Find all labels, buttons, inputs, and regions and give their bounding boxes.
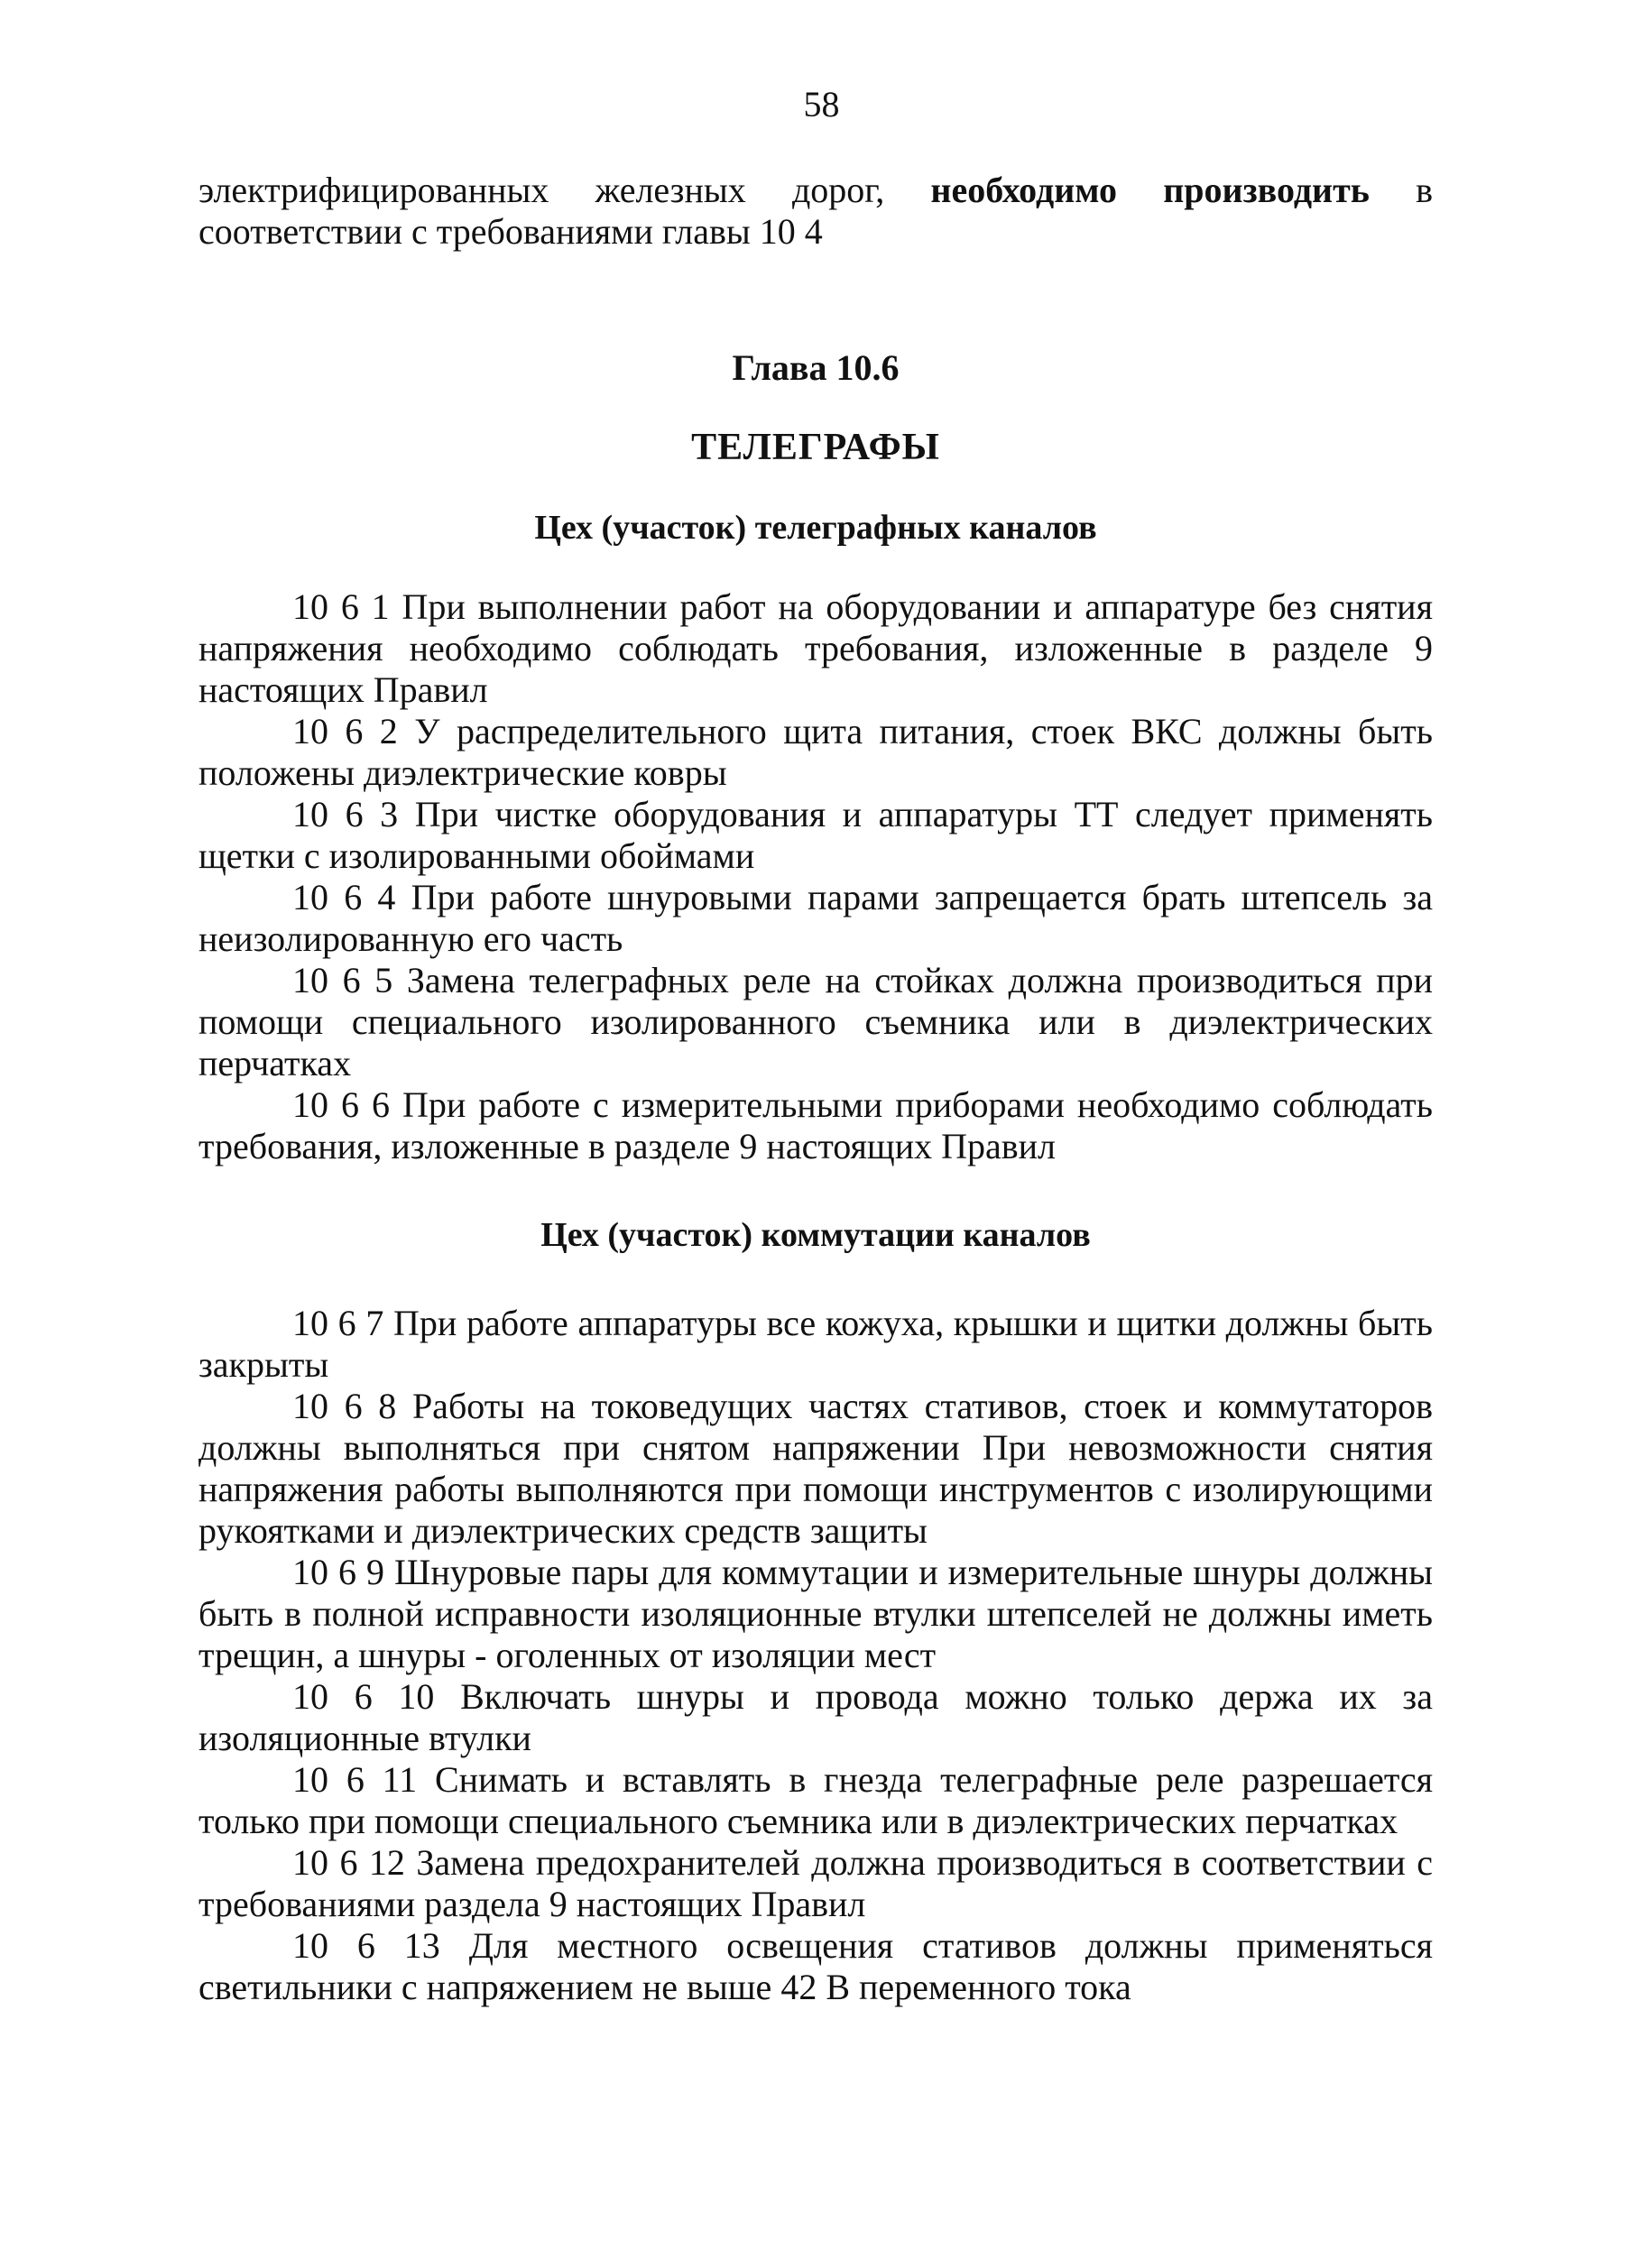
clause-10-6-5: 10 6 5 Замена телеграфных реле на стойках должна производиться при помощи специального изолированного съемника или в диэлектрических перчатках [198, 960, 1433, 1083]
clause-10-6-11: 10 6 11 Снимать и вставлять в гнезда телеграфные реле разрешается только при помощи специального съемника или в диэлектрических перчатках [198, 1759, 1433, 1841]
clause-10-6-8: 10 6 8 Работы на токоведущих частях стативов, стоек и коммутаторов должны выполняться при снятом напряжении При невозможности снятия напряжения работы выполняются при помощи инструментов с изолирующими рукоятками и диэлектрических средств защиты [198, 1386, 1433, 1551]
clause-10-6-7: 10 6 7 При работе аппаратуры все кожуха, крышки и щитки должны быть закрыты [198, 1303, 1433, 1385]
section-title: Цех (участок) коммутации каналов [540, 1216, 1091, 1254]
page-content [198, 170, 1433, 2008]
intro-bold-text: необходимо производить [930, 170, 1370, 210]
clause-10-6-3: 10 6 3 При чистке оборудования и аппаратуры ТТ следует применять щетки с изолированными обоймами [198, 794, 1433, 876]
page-number: 58 [803, 84, 840, 124]
clause-10-6-12: 10 6 12 Замена предохранителей должна производиться в соответствии с требованиями раздела 9 настоящих Правил [198, 1842, 1433, 1924]
section-title: Цех (участок) телеграфных каналов [534, 509, 1097, 547]
clause-10-6-2: 10 6 2 У распределительного щита питания, стоек ВКС должны быть положены диэлектрические ковры [198, 711, 1433, 793]
chapter-number: Глава 10.6 [732, 347, 900, 388]
clause-10-6-13: 10 6 13 Для местного освещения стативов должны применяться светильники с напряжением не выше 42 В переменного тока [198, 1925, 1433, 2007]
intro-text-end: в соответствии с требованиями главы 10 4 [198, 170, 1434, 252]
clause-10-6-6: 10 6 6 При работе с измерительными приборами необходимо соблюдать требования, изложенные в разделе 9 настоящих Правил [198, 1084, 1433, 1166]
intro-text-start: электрифицированных железных дорог, [198, 170, 885, 210]
section-channel-switching [198, 1214, 1433, 2008]
intro-paragraph [198, 170, 1433, 253]
section-telegraph-channels [198, 507, 1433, 1167]
clause-10-6-9: 10 6 9 Шнуровые пары для коммутации и измерительные шнуры должны быть в полной исправности изоляционные втулки штепселей не должны иметь трещин, а шнуры - оголенных от изоляции мест [198, 1552, 1433, 1675]
clause-10-6-10: 10 6 10 Включать шнуры и провода можно только держа их за изоляционные втулки [198, 1676, 1433, 1758]
chapter-title: ТЕЛЕГРАФЫ [691, 427, 940, 468]
clause-10-6-1: 10 6 1 При выполнении работ на оборудовании и аппаратуре без снятия напряжения необходимо соблюдать требования, изложенные в разделе 9 настоящих Правил [198, 586, 1433, 710]
clause-10-6-4: 10 6 4 При работе шнуровыми парами запрещается брать штепсель за неизолированную его часть [198, 877, 1433, 959]
